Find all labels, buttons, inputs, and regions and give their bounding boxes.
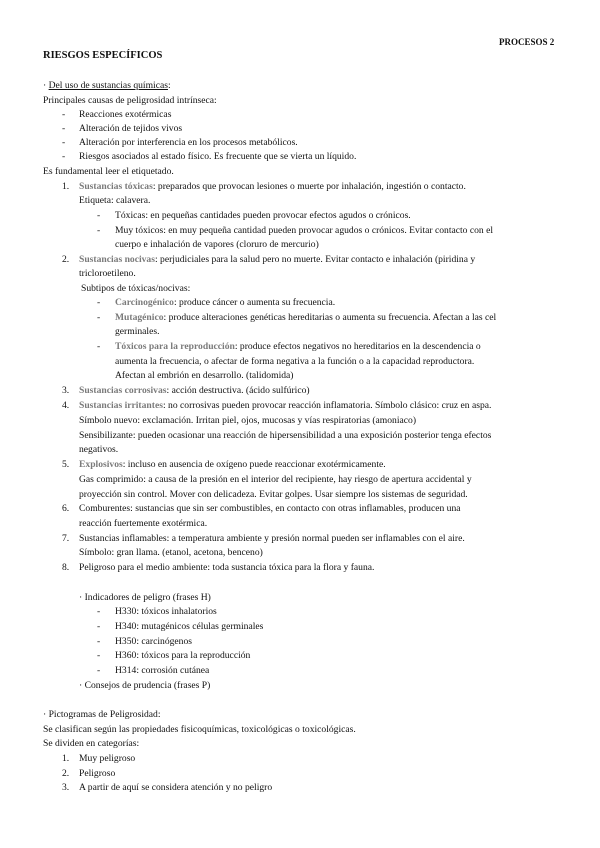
category-item: Muy peligroso [79, 753, 136, 764]
category-item: Peligroso [79, 768, 116, 779]
list-dash: - [97, 650, 101, 661]
list-item-continuation: Gas comprimido: a causa de la presión en el interior del recipiente, hay riesgo de apertura accidental y [79, 474, 472, 485]
list-item: Sustancias irritantes: no corrosivas pueden provocar reacción inflamatoria. Símbolo clásico: cruz en aspa. [79, 400, 492, 411]
list-item: Sustancias corrosivas: acción destructiva. (ácido sulfúrico) [79, 385, 310, 396]
sub-item-continuation: aumenta la frecuencia, o afectar de forma negativa a la función o a la capacidad reproductora. [115, 356, 475, 367]
pictograms-line: Se dividen en categorías: [43, 738, 140, 749]
list-item-continuation: Símbolo nuevo: exclamación. Irritan piel, ojos, mucosas y vías respiratorias (amoniaco) [79, 415, 417, 426]
page-title: RIESGOS ESPECÍFICOS [43, 50, 163, 61]
list-item: Sustancias tóxicas: preparados que provocan lesiones o muerte por inhalación, ingestión o contacto. [79, 181, 466, 192]
section-heading-pictograms: · Pictogramas de Peligrosidad: [43, 709, 161, 720]
hazard-code: H340: mutagénicos células germinales [115, 621, 264, 632]
pictograms-line: Se clasifican según las propiedades fisicoquímicas, toxicológicas o toxicológicas. [43, 724, 356, 735]
item-number: 2. [62, 768, 70, 779]
hazard-indicators-label: · Indicadores de peligro (frases H) [79, 592, 211, 603]
sub-item: Tóxicas: en pequeñas cantidades pueden provocar efectos agudos o crónicos. [115, 210, 411, 221]
sub-item: Tóxicos para la reproducción: produce efectos negativos no hereditarios en la descendencia o [115, 341, 481, 352]
item-number: 3. [62, 782, 70, 793]
list-dash: - [97, 297, 101, 308]
list-item-continuation: proyección sin control. Mover con delicadeza. Evitar golpes. Usar siempre los sistemas de seguridad. [79, 489, 468, 500]
list-item-continuation: negativos. [79, 444, 119, 455]
item-number: 7. [62, 533, 70, 544]
sub-item: Mutagénico: produce alteraciones genéticas hereditarias o aumenta su frecuencia. Afectan a las cel [115, 312, 497, 323]
sub-item: Carcinogénico: produce cáncer o aumenta su frecuencia. [115, 297, 336, 308]
precaution-advice-label: · Consejos de prudencia (frases P) [79, 680, 211, 691]
list-dash: - [97, 621, 101, 632]
item-number: 6. [62, 503, 70, 514]
list-item: Alteración de tejidos vivos [79, 123, 183, 134]
list-item: Explosivos: incluso en ausencia de oxígeno puede reaccionar exotérmicamente. [79, 459, 386, 470]
list-dash: - [62, 137, 66, 148]
list-dash: - [97, 606, 101, 617]
item-number: 4. [62, 400, 70, 411]
intro-line: Principales causas de peligrosidad intrínseca: [43, 95, 217, 106]
item-number: 8. [62, 562, 70, 573]
page-label: PROCESOS 2 [499, 37, 555, 47]
list-dash: - [62, 123, 66, 134]
list-item: Riesgos asociados al estado físico. Es frecuente que se vierta un líquido. [79, 151, 357, 162]
list-dash: - [62, 109, 66, 120]
list-dash: - [97, 665, 101, 676]
list-item-continuation: Sensibilizante: pueden ocasionar una reacción de hipersensibilidad a una exposición posterior tenga efectos [79, 430, 492, 441]
list-dash: - [97, 312, 101, 323]
list-item: Sustancias nocivas: perjudiciales para la salud pero no muerte. Evitar contacto e inhalación (piridina y [79, 254, 476, 265]
category-item: A partir de aquí se considera atención y no peligro [79, 782, 273, 793]
subtypes-label: Subtipos de tóxicas/nocivas: [81, 283, 191, 294]
item-number: 3. [62, 385, 70, 396]
hazard-code: H330: tóxicos inhalatorios [115, 606, 217, 617]
list-dash: - [97, 341, 101, 352]
item-number: 1. [62, 753, 70, 764]
hazard-code: H360: tóxicos para la reproducción [115, 650, 251, 661]
hazard-code: H314: corrosión cutánea [115, 665, 210, 676]
list-item-continuation: tricloroetileno. [79, 268, 136, 279]
list-item-continuation: Etiqueta: calavera. [79, 195, 151, 206]
section-heading-substances: · Del uso de sustancias químicas: [43, 80, 171, 91]
list-item-continuation: Símbolo: gran llama. (etanol, acetona, benceno) [79, 547, 263, 558]
list-item: Alteración por interferencia en los procesos metabólicos. [79, 137, 298, 148]
list-dash: - [62, 151, 66, 162]
list-item: Sustancias inflamables: a temperatura ambiente y presión normal pueden ser inflamables con el aire. [79, 533, 465, 544]
sub-item-continuation: cuerpo e inhalación de vapores (cloruro de mercurio) [115, 239, 319, 250]
label-note: Es fundamental leer el etiquetado. [43, 166, 174, 177]
list-dash: - [97, 210, 101, 221]
sub-item-continuation: Afectan al embrión en desarrollo. (talidomida) [115, 370, 294, 381]
list-dash: - [97, 225, 101, 236]
item-number: 2. [62, 254, 70, 265]
list-item: Reacciones exotérmicas [79, 109, 172, 120]
sub-item-continuation: germinales. [115, 326, 160, 337]
list-item: Peligroso para el medio ambiente: toda sustancia tóxica para la flora y fauna. [79, 562, 375, 573]
sub-item: Muy tóxicos: en muy pequeña cantidad pueden provocar agudos o crónicos. Evitar contacto con el [115, 225, 494, 236]
item-number: 1. [62, 181, 70, 192]
hazard-code: H350: carcinógenos [115, 636, 192, 647]
list-item-continuation: reacción fuertemente exotérmica. [79, 518, 208, 529]
list-item: Comburentes: sustancias que sin ser combustibles, en contacto con otras inflamables, producen una [79, 503, 461, 514]
list-dash: - [97, 636, 101, 647]
item-number: 5. [62, 459, 70, 470]
